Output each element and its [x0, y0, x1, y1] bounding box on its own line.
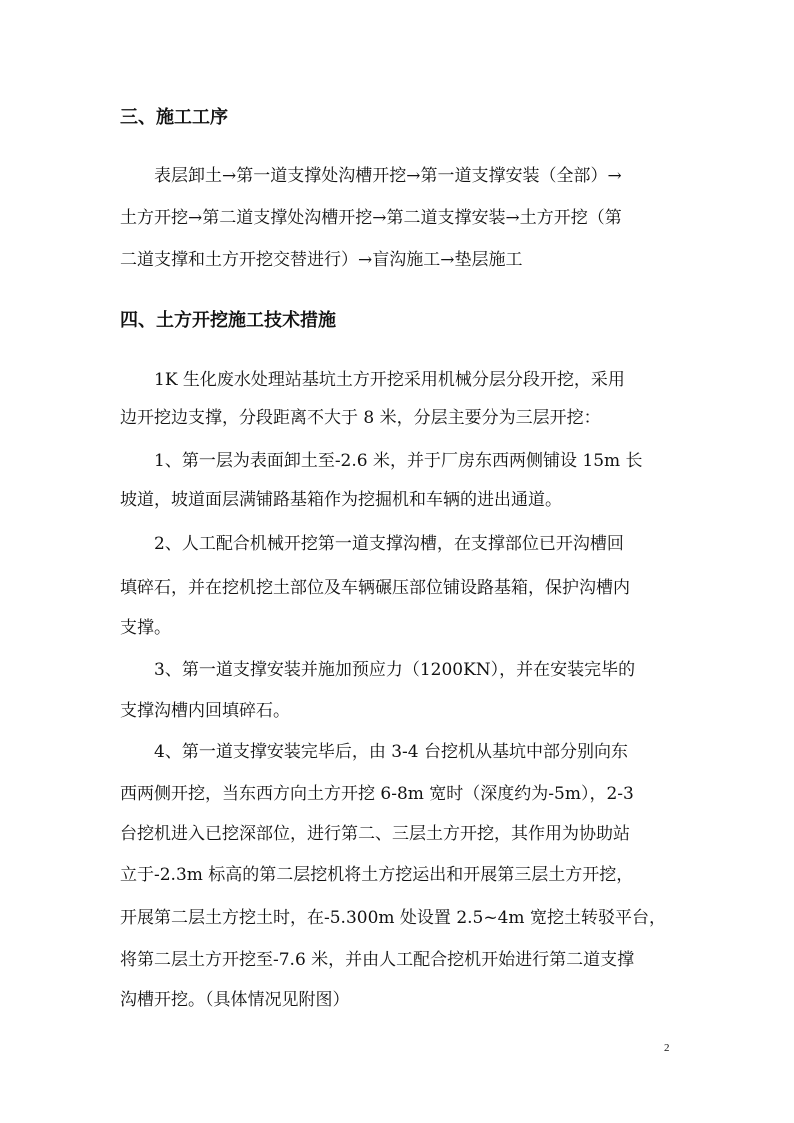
- paragraph-line: 填碎石，并在挖机挖土部位及车辆碾压部位铺设路基箱，保护沟槽内: [120, 578, 630, 598]
- paragraph-line: 土方开挖→第二道支撑处沟槽开挖→第二道支撑安装→土方开挖（第: [120, 208, 622, 228]
- paragraph-line: 支撑。: [120, 618, 171, 638]
- paragraph-line: 坡道，坡道面层满铺路基箱作为挖掘机和车辆的进出通道。: [120, 490, 562, 510]
- section-heading: 四、土方开挖施工技术措施: [120, 310, 336, 331]
- page-number: 2: [664, 1042, 670, 1054]
- paragraph-line: 西两侧开挖，当东西方向土方开挖 6-8m 宽时（深度约为-5m），2-3: [120, 784, 634, 804]
- paragraph-line: 台挖机进入已挖深部位，进行第二、三层土方开挖，其作用为协助站: [120, 824, 630, 844]
- paragraph-line: 沟槽开挖。（具体情况见附图）: [120, 990, 350, 1010]
- paragraph-line: 1K 生化废水处理站基坑土方开挖采用机械分层分段开挖，采用: [154, 370, 625, 390]
- paragraph-line: 表层卸土→第一道支撑处沟槽开挖→第一道支撑安装（全部）→: [154, 166, 622, 186]
- paragraph-line: 开展第二层土方挖土时，在-5.300m 处设置 2.5~4m 宽挖土转驳平台，: [120, 908, 666, 928]
- paragraph-line: 立于-2.3m 标高的第二层挖机将土方挖运出和开展第三层土方开挖，: [120, 865, 634, 885]
- paragraph-line: 1、第一层为表面卸土至-2.6 米，并于厂房东西两侧铺设 15m 长: [154, 451, 643, 471]
- paragraph-line: 将第二层土方开挖至-7.6 米，并由人工配合挖机开始进行第二道支撑: [120, 950, 635, 970]
- section-heading: 三、施工工序: [120, 107, 228, 128]
- paragraph-line: 4、第一道支撑安装完毕后，由 3-4 台挖机从基坑中部分别向东: [154, 742, 628, 762]
- paragraph-line: 3、第一道支撑安装并施加预应力（1200KN），并在安装完毕的: [154, 660, 636, 680]
- paragraph-line: 边开挖边支撑，分段距离不大于 8 米，分层主要分为三层开挖：: [120, 408, 601, 428]
- paragraph-line: 二道支撑和土方开挖交替进行）→盲沟施工→垫层施工: [120, 250, 523, 270]
- paragraph-line: 2、人工配合机械开挖第一道支撑沟槽，在支撑部位已开沟槽回: [154, 534, 624, 554]
- paragraph-line: 支撑沟槽内回填碎石。: [120, 701, 290, 721]
